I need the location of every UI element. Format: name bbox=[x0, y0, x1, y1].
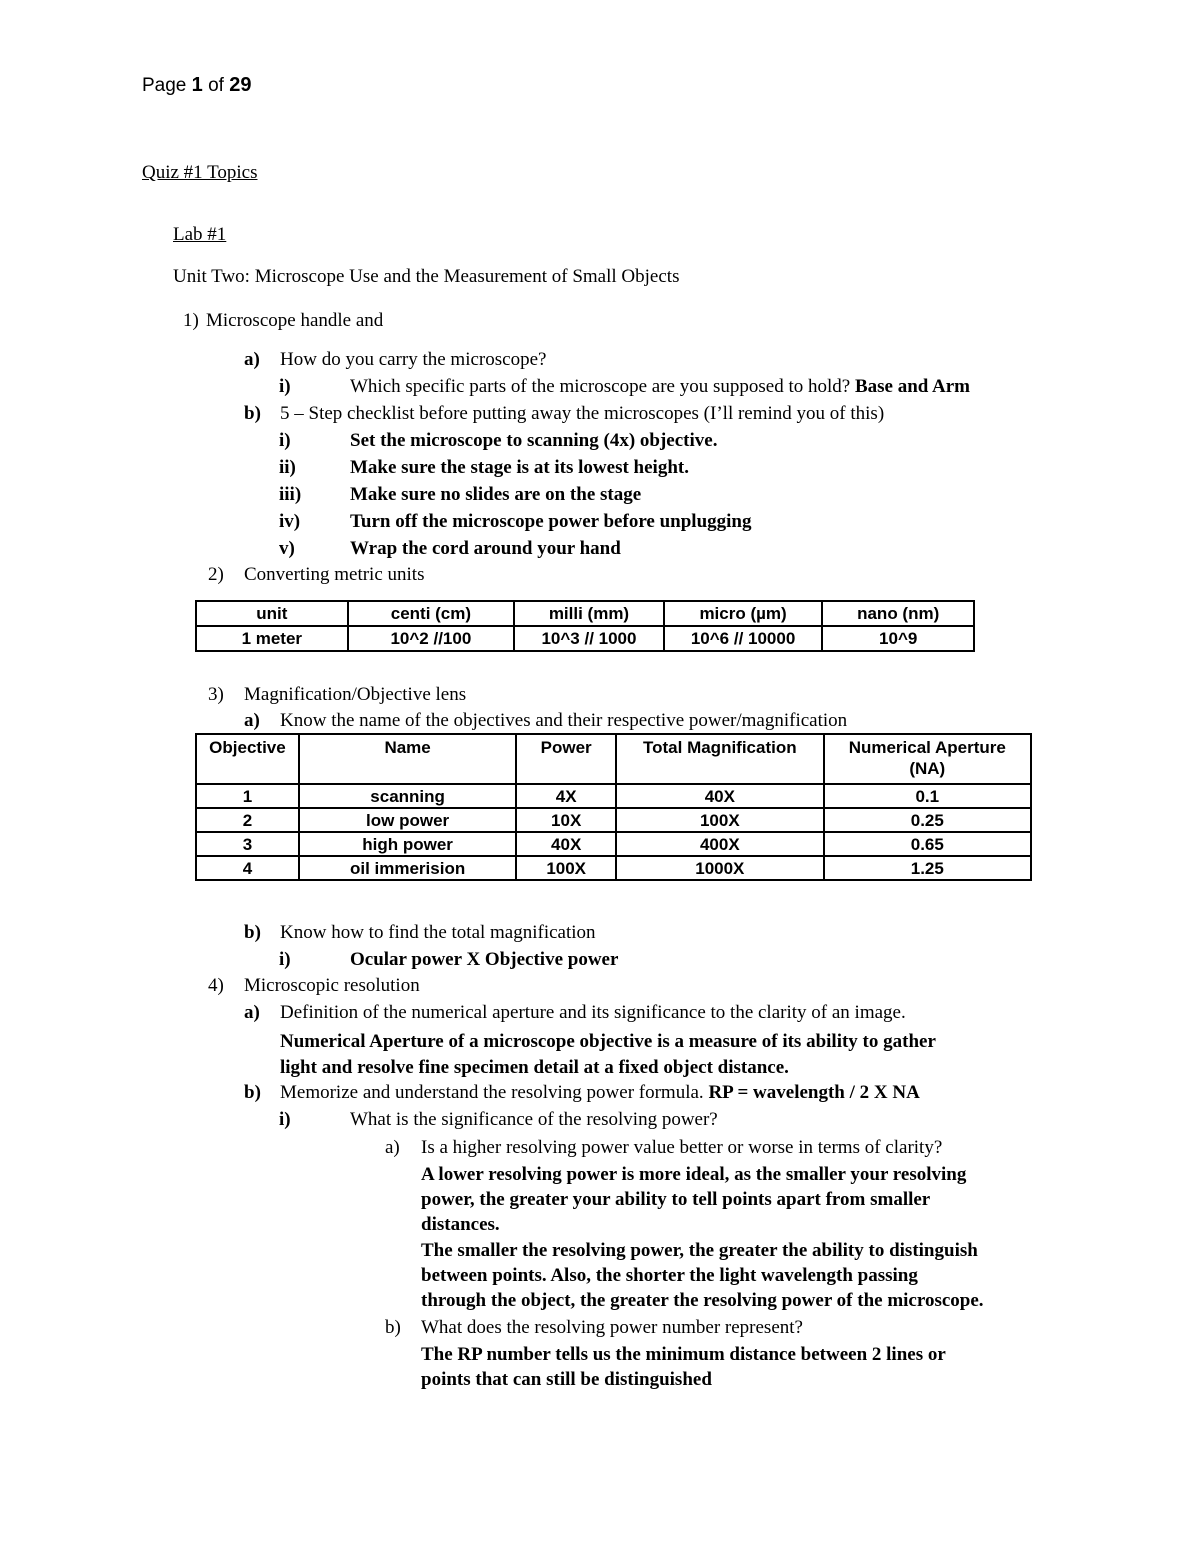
q-a-answer: distances. bbox=[421, 1214, 500, 1235]
q-b-answer: points that can still be distinguished bbox=[421, 1369, 712, 1390]
s3-b-i-marker: i) bbox=[279, 949, 291, 970]
s3-b-i-text: Ocular power X Objective power bbox=[350, 949, 619, 970]
q-a-answer: through the object, the greater the resolving power of the microscope. bbox=[421, 1290, 984, 1311]
table-cell: high power bbox=[299, 832, 516, 856]
table-header-cell: milli (mm) bbox=[514, 601, 664, 626]
table-row bbox=[196, 626, 974, 651]
step-text: Wrap the cord around your hand bbox=[350, 538, 621, 559]
s1-a-marker: a) bbox=[244, 349, 260, 370]
table-header-cell: micro (µm) bbox=[664, 601, 823, 626]
page-word: Page bbox=[142, 75, 187, 96]
step-text: Turn off the microscope power before unplugging bbox=[350, 511, 752, 532]
section-4-text: Microscopic resolution bbox=[244, 975, 420, 996]
s1-a-i-text: Which specific parts of the microscope are you supposed to hold? bbox=[350, 376, 851, 397]
q-b-text: What does the resolving power number represent? bbox=[421, 1317, 803, 1338]
s4-b-line bbox=[280, 1081, 920, 1105]
s4-a-answer: Numerical Aperture of a microscope objective is a measure of its ability to gather bbox=[280, 1031, 936, 1052]
s4-a-answer: light and resolve fine specimen detail at a fixed object distance. bbox=[280, 1057, 789, 1078]
page-total: 29 bbox=[229, 74, 252, 96]
s3-b-marker: b) bbox=[244, 922, 261, 943]
table-cell: 2 bbox=[196, 808, 299, 832]
q-b-marker: b) bbox=[385, 1317, 401, 1338]
table-header-cell: Name bbox=[299, 734, 516, 784]
table-cell: 40X bbox=[616, 784, 824, 808]
s1-a-i-line bbox=[350, 375, 970, 399]
s1-a-i-marker: i) bbox=[279, 376, 291, 397]
section-3-text: Magnification/Objective lens bbox=[244, 684, 467, 705]
table-cell: 0.1 bbox=[824, 784, 1031, 808]
table-cell: low power bbox=[299, 808, 516, 832]
table-row bbox=[196, 856, 1031, 880]
table-header-cell: Numerical Aperture (NA) bbox=[824, 734, 1031, 784]
section-2-marker: 2) bbox=[208, 564, 224, 585]
table-cell: oil immerision bbox=[299, 856, 516, 880]
page-of-word: of bbox=[208, 75, 224, 96]
q-a-answer: power, the greater your ability to tell points apart from smaller bbox=[421, 1189, 931, 1210]
table-header-cell: centi (cm) bbox=[348, 601, 515, 626]
table-header-cell: Power bbox=[516, 734, 616, 784]
step-text: Set the microscope to scanning (4x) objective. bbox=[350, 430, 718, 451]
table-cell: 4X bbox=[516, 784, 616, 808]
table-cell: scanning bbox=[299, 784, 516, 808]
section-1-marker: 1) bbox=[183, 310, 199, 331]
table-cell: 100X bbox=[516, 856, 616, 880]
s4-b-i-text: What is the significance of the resolving power? bbox=[350, 1109, 718, 1130]
step-marker: iv) bbox=[279, 511, 301, 532]
table-cell: 100X bbox=[616, 808, 824, 832]
step-text: Make sure the stage is at its lowest height. bbox=[350, 457, 689, 478]
table-header-cell: Objective bbox=[196, 734, 299, 784]
s4-a-text: Definition of the numerical aperture and its significance to the clarity of an image. bbox=[280, 1002, 906, 1023]
q-a-marker: a) bbox=[385, 1137, 400, 1158]
table-cell: 1 bbox=[196, 784, 299, 808]
table-row bbox=[196, 808, 1031, 832]
table-cell: 10X bbox=[516, 808, 616, 832]
table-row bbox=[196, 784, 1031, 808]
table-cell: 10^6 // 10000 bbox=[664, 626, 823, 651]
page-number-header bbox=[142, 74, 251, 97]
s3-a-text: Know the name of the objectives and their respective power/magnification bbox=[280, 710, 848, 731]
s3-a-marker: a) bbox=[244, 710, 260, 731]
table-header-row bbox=[196, 734, 1031, 784]
table-cell: 0.25 bbox=[824, 808, 1031, 832]
step-marker: iii) bbox=[279, 484, 302, 505]
lab-heading: Lab #1 bbox=[173, 224, 227, 245]
page-current: 1 bbox=[191, 74, 203, 96]
s4-b-text: Memorize and understand the resolving power formula. bbox=[280, 1082, 704, 1103]
table-cell: 40X bbox=[516, 832, 616, 856]
table-cell: 1000X bbox=[616, 856, 824, 880]
q-a-answer: The smaller the resolving power, the greater the ability to distinguish bbox=[421, 1240, 978, 1261]
resolving-power-formula: RP = wavelength / 2 X NA bbox=[708, 1082, 920, 1103]
metric-units-table bbox=[195, 600, 975, 652]
table-cell: 4 bbox=[196, 856, 299, 880]
step-marker: v) bbox=[279, 538, 295, 559]
step-marker: i) bbox=[279, 430, 291, 451]
table-row bbox=[196, 832, 1031, 856]
s1-b-text: 5 – Step checklist before putting away the microscopes (I’ll remind you of this) bbox=[280, 403, 885, 424]
q-a-answer: between points. Also, the shorter the light wavelength passing bbox=[421, 1265, 918, 1286]
section-2-text: Converting metric units bbox=[244, 564, 425, 585]
s1-a-text: How do you carry the microscope? bbox=[280, 349, 547, 370]
table-header-row bbox=[196, 601, 974, 626]
q-a-answer: A lower resolving power is more ideal, as the smaller your resolving bbox=[421, 1164, 967, 1185]
s1-a-i-answer: Base and Arm bbox=[854, 376, 971, 397]
section-3-marker: 3) bbox=[208, 684, 224, 705]
q-b-answer: The RP number tells us the minimum distance between 2 lines or bbox=[421, 1344, 946, 1365]
table-cell: 1 meter bbox=[196, 626, 348, 651]
table-cell: 1.25 bbox=[824, 856, 1031, 880]
section-1-text: Microscope handle and bbox=[206, 310, 384, 331]
objectives-table bbox=[195, 733, 1032, 881]
s4-a-marker: a) bbox=[244, 1002, 260, 1023]
step-marker: ii) bbox=[279, 457, 296, 478]
s1-b-marker: b) bbox=[244, 403, 261, 424]
table-cell: 400X bbox=[616, 832, 824, 856]
page-title: Quiz #1 Topics bbox=[142, 162, 258, 183]
s3-b-text: Know how to find the total magnification bbox=[280, 922, 596, 943]
table-cell: 3 bbox=[196, 832, 299, 856]
q-a-text: Is a higher resolving power value better or worse in terms of clarity? bbox=[421, 1137, 943, 1158]
table-header-cell: unit bbox=[196, 601, 348, 626]
table-cell: 10^9 bbox=[822, 626, 974, 651]
section-4-marker: 4) bbox=[208, 975, 224, 996]
table-cell: 10^2 //100 bbox=[348, 626, 515, 651]
table-cell: 10^3 // 1000 bbox=[514, 626, 664, 651]
table-cell: 0.65 bbox=[824, 832, 1031, 856]
s4-b-marker: b) bbox=[244, 1082, 261, 1103]
table-header-cell: Total Magnification bbox=[616, 734, 824, 784]
table-header-cell: nano (nm) bbox=[822, 601, 974, 626]
step-text: Make sure no slides are on the stage bbox=[350, 484, 642, 505]
s4-b-i-marker: i) bbox=[279, 1109, 291, 1130]
unit-heading: Unit Two: Microscope Use and the Measurement of Small Objects bbox=[173, 266, 680, 287]
